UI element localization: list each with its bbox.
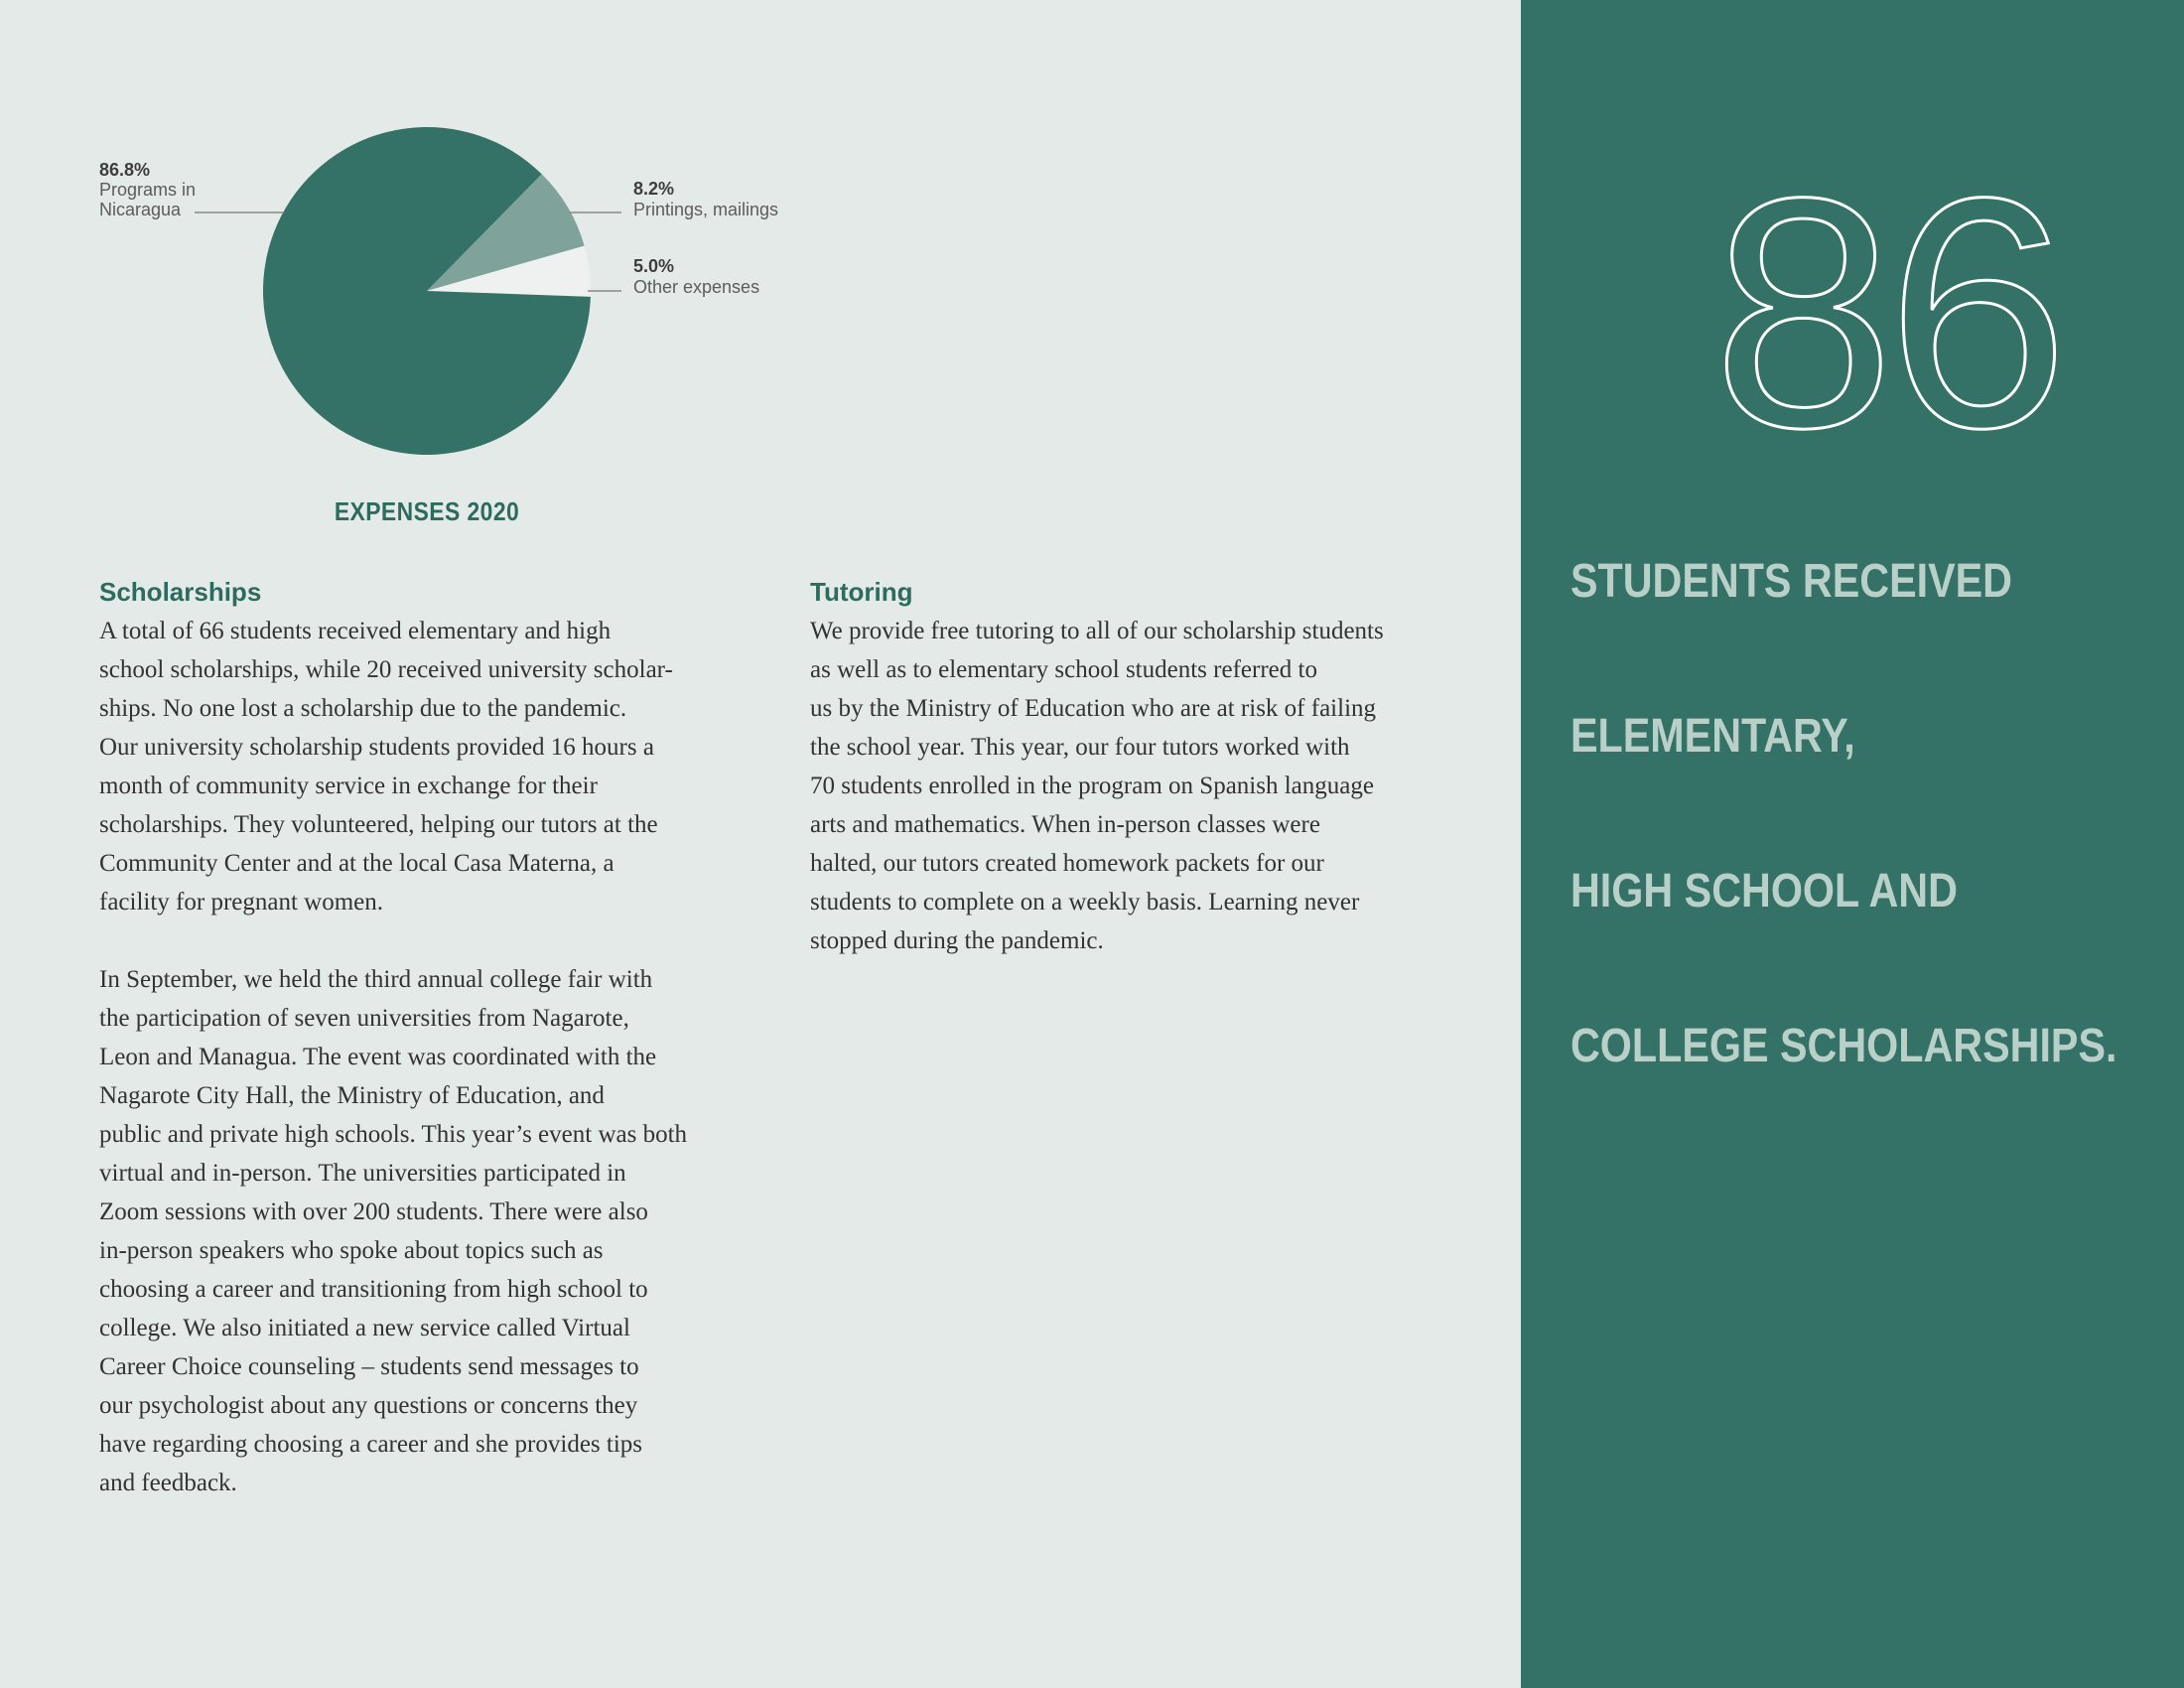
text-line: Our university scholarship students provided 16 hours a [99, 734, 654, 761]
scholarships-section [99, 574, 754, 1502]
text-line: and feedback. [99, 1470, 237, 1496]
scholarships-heading: Scholarships [99, 577, 262, 607]
highlight-caption [1570, 556, 2184, 1176]
text-line: A total of 66 students received elementary and high [99, 618, 612, 644]
highlight-line: ELEMENTARY, [1570, 710, 1855, 763]
text-line: college. We also initiated a new service called Virtual [99, 1315, 630, 1341]
text-line: Community Center and at the local Casa Materna, a [99, 850, 614, 877]
text-line: ships. No one lost a scholarship due to the pandemic. [99, 695, 627, 722]
tutoring-section [810, 574, 1465, 960]
slice-label-printings-pct: 8.2% [633, 179, 675, 199]
tutoring-paragraph [810, 612, 1465, 960]
text-line: Zoom sessions with over 200 students. There were also [99, 1198, 648, 1225]
slice-label-other-pct: 5.0% [633, 256, 675, 276]
text-line: Leon and Managua. The event was coordinated with the [99, 1044, 657, 1070]
slice-label-programs-line1: Programs in [99, 180, 197, 200]
text-line: Nagarote City Hall, the Ministry of Education, and [99, 1082, 605, 1109]
slice-label-programs-pct: 86.8% [99, 160, 151, 180]
text-line: 70 students enrolled in the program on Spanish language [810, 773, 1374, 799]
slice-label-programs-line2: Nicaragua [99, 200, 182, 219]
slice-label-printings-line1: Printings, mailings [633, 200, 779, 219]
pie-slices [263, 127, 591, 455]
text-line: students to complete on a weekly basis. Learning never [810, 889, 1360, 915]
text-line: stopped during the pandemic. [810, 927, 1104, 954]
text-line: arts and mathematics. When in-person classes were [810, 811, 1320, 838]
tutoring-heading: Tutoring [810, 577, 913, 607]
text-line: halted, our tutors created homework packets for our [810, 850, 1324, 877]
text-line: as well as to elementary school students referred to [810, 656, 1317, 683]
slice-label-other-line1: Other expenses [633, 277, 760, 297]
text-line: facility for pregnant women. [99, 889, 384, 915]
highlight-line: COLLEGE SCHOLARSHIPS. [1570, 1020, 2117, 1072]
text-line: Career Choice counseling – students send messages to [99, 1353, 639, 1380]
expenses-pie-chart [0, 0, 1092, 556]
text-line: month of community service in exchange for their [99, 773, 598, 799]
text-line: scholarships. They volunteered, helping our tutors at the [99, 811, 658, 838]
scholarships-paragraph-1 [99, 612, 754, 921]
highlight-line: STUDENTS RECEIVED [1570, 555, 2012, 608]
scholarships-paragraph-2 [99, 960, 754, 1502]
text-line: school scholarships, while 20 received university scholar- [99, 656, 673, 683]
highlight-number: 86 [1712, 129, 2062, 495]
text-line: In September, we held the third annual college fair with [99, 966, 653, 993]
highlight-line: HIGH SCHOOL AND [1570, 865, 1958, 917]
text-line: the school year. This year, our four tutors worked with [810, 734, 1350, 761]
text-line: virtual and in-person. The universities participated in [99, 1160, 626, 1187]
text-line: our psychologist about any questions or concerns they [99, 1392, 638, 1419]
text-line: choosing a career and transitioning from high school to [99, 1276, 648, 1303]
text-line: have regarding choosing a career and she provides tips [99, 1431, 643, 1458]
chart-title: EXPENSES 2020 [334, 496, 520, 526]
text-line: the participation of seven universities from Nagarote, [99, 1005, 629, 1032]
text-line: We provide free tutoring to all of our scholarship students [810, 618, 1384, 644]
text-line: public and private high schools. This year’s event was both [99, 1121, 688, 1148]
text-line: us by the Ministry of Education who are at risk of failing [810, 695, 1377, 722]
text-line: in-person speakers who spoke about topics such as [99, 1237, 604, 1264]
